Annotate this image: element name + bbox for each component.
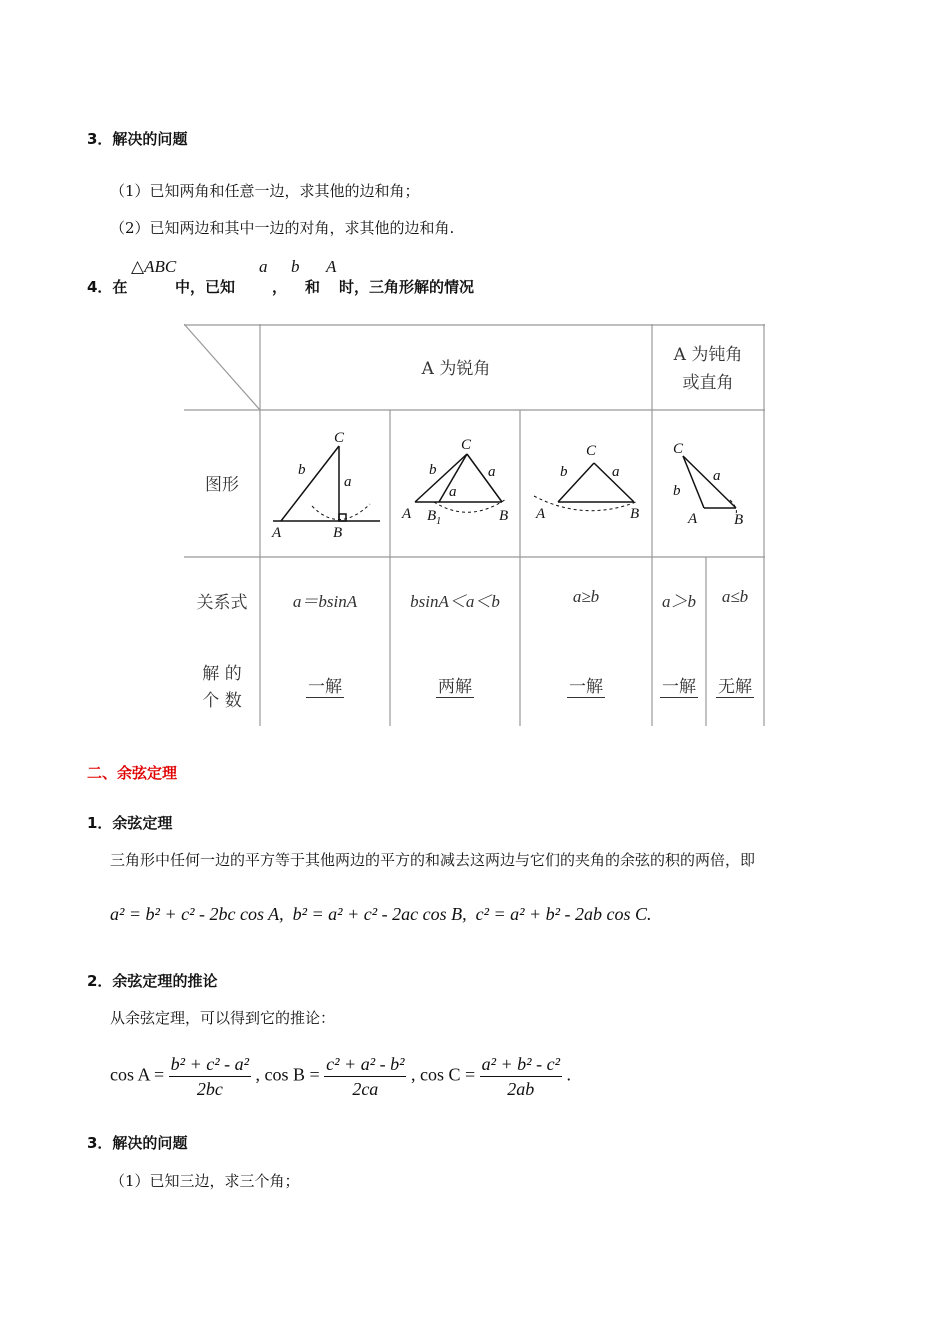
and-text: 和	[305, 278, 321, 296]
relation-cell: bsinA＜a＜b	[410, 592, 500, 611]
list-item: （1）已知三边，求三个角；	[110, 1172, 300, 1190]
section-title-problems: 3．解决的问题	[87, 1134, 188, 1152]
section-4-text: 中，已知	[175, 278, 236, 296]
fig4-label-a: a	[713, 468, 721, 484]
relation-cell: a＞b	[662, 592, 696, 611]
list-item: （2）已知两边和其中一边的对角，求其他的边和角.	[110, 219, 455, 237]
fig2-label-a2: a	[449, 484, 457, 500]
var-A: A	[326, 257, 337, 276]
header-acute: A 为锐角	[421, 359, 491, 379]
comma: ，	[272, 278, 288, 296]
paragraph: 三角形中任何一边的平方等于其他两边的平方的和减去这两边与它们的夹角的余弦的积的两倍，即	[110, 851, 756, 869]
fig4-label-b: b	[673, 483, 681, 499]
row-label-count-2: 个 数	[202, 691, 242, 711]
fig2-label-C: C	[461, 437, 472, 453]
row-label-relation: 关系式	[196, 593, 248, 613]
header-obtuse-line2: 或直角	[682, 373, 734, 393]
relation-cell: a≤b	[721, 587, 749, 606]
fig2-label-b: b	[429, 462, 437, 478]
relation-cell: a＝bsinA	[292, 592, 358, 611]
fig4-label-C: C	[673, 441, 684, 457]
fig3-label-a: a	[612, 464, 620, 480]
corollary-formula: cos A = $\frac{\text{b² + c² - a²}}{2bc}$ , cos B = $\frac{\text{c² + a² - b²}}{2ca}$ , cos C = $\frac{\text{a² + b² - c²}}{2ab}$ .	[110, 1054, 571, 1099]
fig3-label-A: A	[536, 506, 546, 522]
count-cell: 两解	[438, 677, 472, 697]
count-cell: 一解	[569, 677, 603, 697]
cosine-formula: a² = b² + c² - 2bc cos A, b² = a² + c² - 2ac cos B, c² = a² + b² - 2ab cos C.	[110, 904, 652, 924]
figure-one-solution	[534, 463, 636, 511]
fig3-label-C: C	[586, 443, 597, 459]
fig2-label-B1: $B_1$	[427, 508, 442, 527]
fig2-label-a1: a	[488, 464, 496, 480]
fig2-label-A: A	[402, 506, 412, 522]
section-4-suffix: 时，三角形解的情况	[339, 278, 475, 296]
fig1-label-A: A	[272, 525, 282, 541]
count-cell: 一解	[662, 677, 696, 697]
relation-cell: a≥b	[572, 587, 600, 606]
subsection-title: 1．余弦定理	[87, 814, 173, 832]
subsection-title: 2．余弦定理的推论	[87, 972, 218, 990]
section-title-problems: 3．解决的问题	[87, 130, 188, 148]
fig4-label-A: A	[688, 511, 698, 527]
fig3-label-B: B	[630, 506, 640, 522]
var-a: a	[259, 257, 268, 276]
count-cell: 无解	[718, 677, 752, 697]
figure-obtuse	[683, 456, 736, 514]
fig4-label-B: B	[734, 512, 744, 528]
row-label-figure: 图形	[205, 475, 239, 495]
figure-right-angle	[273, 446, 380, 521]
fig1-label-B: B	[333, 525, 343, 541]
count-cell: 一解	[308, 677, 342, 697]
fig3-label-b: b	[560, 464, 568, 480]
fig1-label-b: b	[298, 462, 306, 478]
solution-table	[184, 324, 765, 726]
fig1-label-C: C	[334, 430, 345, 446]
row-label-count-1: 解 的	[202, 664, 242, 684]
var-b: b	[291, 257, 300, 276]
fig2-label-B: B	[499, 508, 509, 524]
paragraph: 从余弦定理，可以得到它的推论：	[110, 1009, 336, 1027]
list-item: （1）已知两角和任意一边，求其他的边和角；	[110, 182, 420, 200]
header-obtuse-line1: A 为钝角	[673, 345, 743, 365]
section-title-cosine-law: 二、余弦定理	[87, 764, 178, 782]
section-4-prefix: 4．在	[87, 278, 128, 296]
fig1-label-a: a	[344, 474, 352, 490]
triangle-abc: △ABC	[131, 257, 177, 276]
